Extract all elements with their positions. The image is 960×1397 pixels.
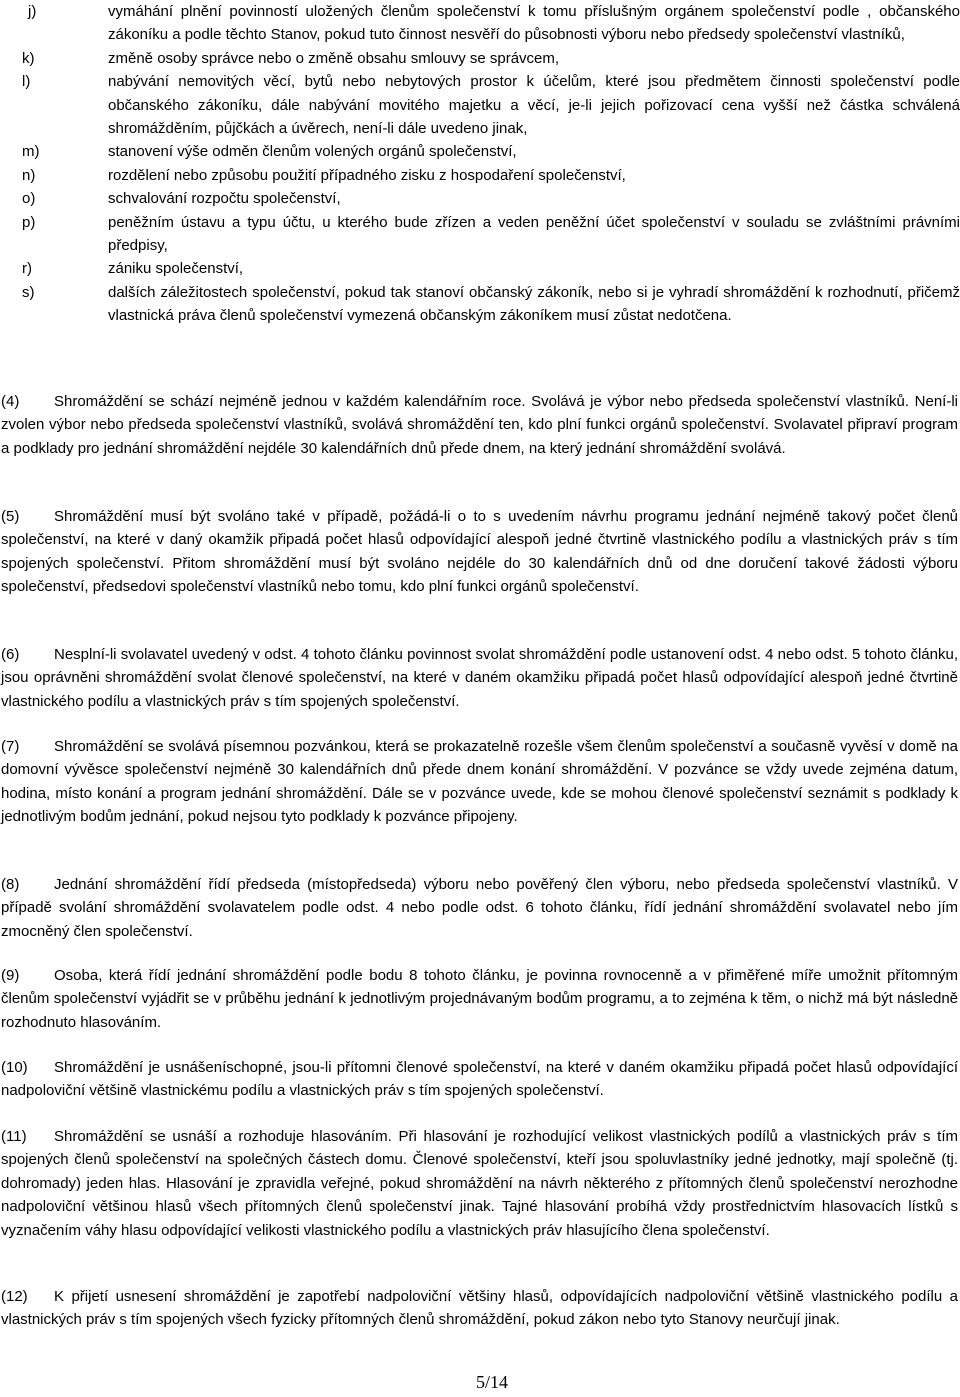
list-item xyxy=(6,257,960,280)
paragraph-number: (10) xyxy=(1,1059,28,1076)
paragraph-number: (9) xyxy=(1,967,20,984)
paragraph-text: Shromáždění se svolává písemnou pozvánkou, která se prokazatelně rozešle všem členům společenství a současně vyvěsí v domě na domovní vývěsce společenství nejméně 30 kalendářních dnů přede dnem konání shromáždění. V pozvánce se vždy uvede zejména datum, hodina, místo konání a program jednání shromáždění. Dále se v pozvánce uvede, kde se mohou členové společenství seznámit s podklady k jednotlivým bodům jednání, pokud nejsou tyto podklady k pozvánce připojeny. xyxy=(1,738,958,826)
paragraph-9 xyxy=(1,964,958,1034)
list-item-marker: o) xyxy=(22,190,36,208)
paragraph-text: Shromáždění se usnáší a rozhoduje hlasováním. Při hlasování je rozhodující velikost vlastnických podílů a vlastnických práv s tím spojených členů společenství na společných částech domu. Členové společenství, kteří jsou spoluvlastníky jedné jednotky, mají společně (tj. dohromady) jeden hlas. Hlasování je zpravidla veřejné, pokud shromáždění na návrh některého z přítomných členů společenství nerozhodne nadpoloviční většinou hlasů všech přítomných členů společenství jinak. Tajné hlasování probíhá vždy prostřednictvím hlasovacích lístků s vyznačením váhy hlasu odpovídající velikosti vlastnického podílu a vlastnických práv hlasujícího člena společenství. xyxy=(1,1128,958,1239)
paragraph-text: K přijetí usnesení shromáždění je zapotřebí nadpoloviční většiny hlasů, odpovídajících nadpoloviční většině vlastnického podílu a vlastnických práv s tím spojených všech fyzicky přítomných členů shromáždění, pokud zákon nebo tyto Stanovy neurčují jinak. xyxy=(1,1288,958,1329)
paragraph-text: Nesplní-li svolavatel uvedený v odst. 4 tohoto článku povinnost svolat shromáždění podle ustanovení odst. 4 nebo odst. 5 tohoto článku, jsou oprávněni shromáždění svolat členové společenství, na které v daném okamžiku připadá počet hlasů odpovídající alespoň jedné čtvrtině vlastnického podílu a vlastnických práv s tím spojených společenství. xyxy=(1,646,958,710)
list-item-marker: k) xyxy=(22,49,35,67)
paragraph-number: (12) xyxy=(1,1288,28,1305)
paragraph-number: (5) xyxy=(1,508,20,525)
list-item-marker: s) xyxy=(22,283,35,301)
paragraph-4 xyxy=(1,390,958,460)
paragraph-7 xyxy=(1,735,958,829)
paragraph-text: Shromáždění musí být svoláno také v případě, požádá-li o to s uvedením návrhu programu jednání nejméně takový počet členů společenství, na které v daný okamžik připadá počet hlasů odpovídající alespoň jedné čtvrtině vlastnického podílu a vlastnických práv s tím spojených společenství. Přitom shromáždění musí být svoláno nejdéle do 30 kalendářních dnů od dne doručení takové žádosti výboru společenství, předsedovi společenství vlastníků nebo tomu, kdo plní funkci orgánů společenství. xyxy=(1,508,958,596)
list-item-marker: n) xyxy=(22,166,36,184)
list-item xyxy=(6,187,960,210)
paragraph-number: (8) xyxy=(1,876,20,893)
list-item-text: změně osoby správce nebo o změně obsahu smlouvy se správcem, xyxy=(108,49,560,67)
paragraph-text: Osoba, která řídí jednání shromáždění podle bodu 8 tohoto článku, je povinna rovnocenně a v přiměřené míře umožnit přítomným členům společenství vyjádřit se v průběhu jednání k jednotlivým projednávaným bodům programu, a to zejména k těm, o nichž má být následně rozhodnuto hlasováním. xyxy=(1,967,958,1031)
list-item xyxy=(6,164,960,187)
paragraph-text: Shromáždění se schází nejméně jednou v každém kalendářním roce. Svolává je výbor nebo předseda společenství vlastníků. Není-li zvolen výbor nebo předseda společenství vlastníků, svolává shromáždění ten, kdo plní funkci orgánů společenství. Svolavatel připraví program a podklady pro jednání shromáždění nejdéle 30 kalendářních dnů přede dnem, na který jednání shromáždění svolává. xyxy=(1,393,958,457)
paragraph-6 xyxy=(1,643,958,713)
paragraph-number: (6) xyxy=(1,646,20,663)
paragraph-text: Shromáždění je usnášeníschopné, jsou-li přítomni členové společenství, na které v daném okamžiku připadá počet hlasů odpovídající nadpoloviční většině vlastnickému podílu a vlastnických práv s tím spojených společenství. xyxy=(1,1059,958,1100)
list-item-text: stanovení výše odměn členům volených orgánů společenství, xyxy=(108,143,517,161)
list-item-text: nabývání nemovitých věcí, bytů nebo nebytových prostor k účelům, které jsou předmětem činnosti společenství podle občanského zákoníku, dále nabývání movitého majetku a věcí, je-li jejich pořizovací cena vyšší než částka schválená shromážděním, půjčkách a úvěrech, není-li dále uvedeno jinak, xyxy=(108,73,960,138)
paragraph-11 xyxy=(1,1125,958,1242)
list-item-text: schvalování rozpočtu společenství, xyxy=(108,190,341,208)
list-item-marker: l) xyxy=(22,73,31,91)
list-item-text: rozdělení nebo způsobu použití případného zisku z hospodaření společenství, xyxy=(108,166,626,184)
list-item xyxy=(6,211,960,258)
paragraph-12 xyxy=(1,1285,958,1332)
paragraph-8 xyxy=(1,873,958,943)
list-item-text: zániku společenství, xyxy=(108,260,244,278)
list-item xyxy=(6,0,960,47)
list-item xyxy=(6,70,960,140)
paragraph-10 xyxy=(1,1056,958,1103)
list-item xyxy=(6,47,960,70)
paragraph-5 xyxy=(1,505,958,599)
list-item-text: peněžním ústavu a typu účtu, u kterého bude zřízen a veden peněžní účet společenství v souladu se zvláštními právními předpisy, xyxy=(108,213,960,255)
paragraph-text: Jednání shromáždění řídí předseda (místopředseda) výboru nebo pověřený člen výboru, nebo předseda společenství vlastníků. V případě svolání shromáždění svolavatelem podle odst. 4 nebo podle odst. 6 tohoto článku, řídí jednání shromáždění svolavatel nebo jím zmocněný člen společenství. xyxy=(1,876,958,940)
list-item-marker: m) xyxy=(22,143,40,161)
lettered-list xyxy=(6,0,960,328)
page-number: 5/14 xyxy=(475,1372,508,1392)
list-item-marker: p) xyxy=(22,213,36,231)
list-item-marker: j) xyxy=(28,3,37,20)
list-item-text: dalších záležitostech společenství, pokud tak stanoví občanský zákoník, nebo si je vyhradí shromáždění k rozhodnutí, přičemž vlastnická práva členů společenství vymezená občanským zákoníkem musí zůstat nedotčena. xyxy=(108,283,960,325)
paragraph-number: (11) xyxy=(1,1128,27,1145)
list-item-text: vymáhání plnění povinností uložených členům společenství k tomu příslušným orgánem společenství podle , občanského zákoníku a podle těchto Stanov, pokud tuto činnost nesvěří do působnosti výboru nebo předsedy společenství vlastníků, xyxy=(108,3,960,44)
paragraph-number: (4) xyxy=(1,393,20,410)
list-item xyxy=(6,281,960,328)
list-item-marker: r) xyxy=(22,260,32,278)
paragraph-number: (7) xyxy=(1,738,20,755)
list-item xyxy=(6,140,960,163)
